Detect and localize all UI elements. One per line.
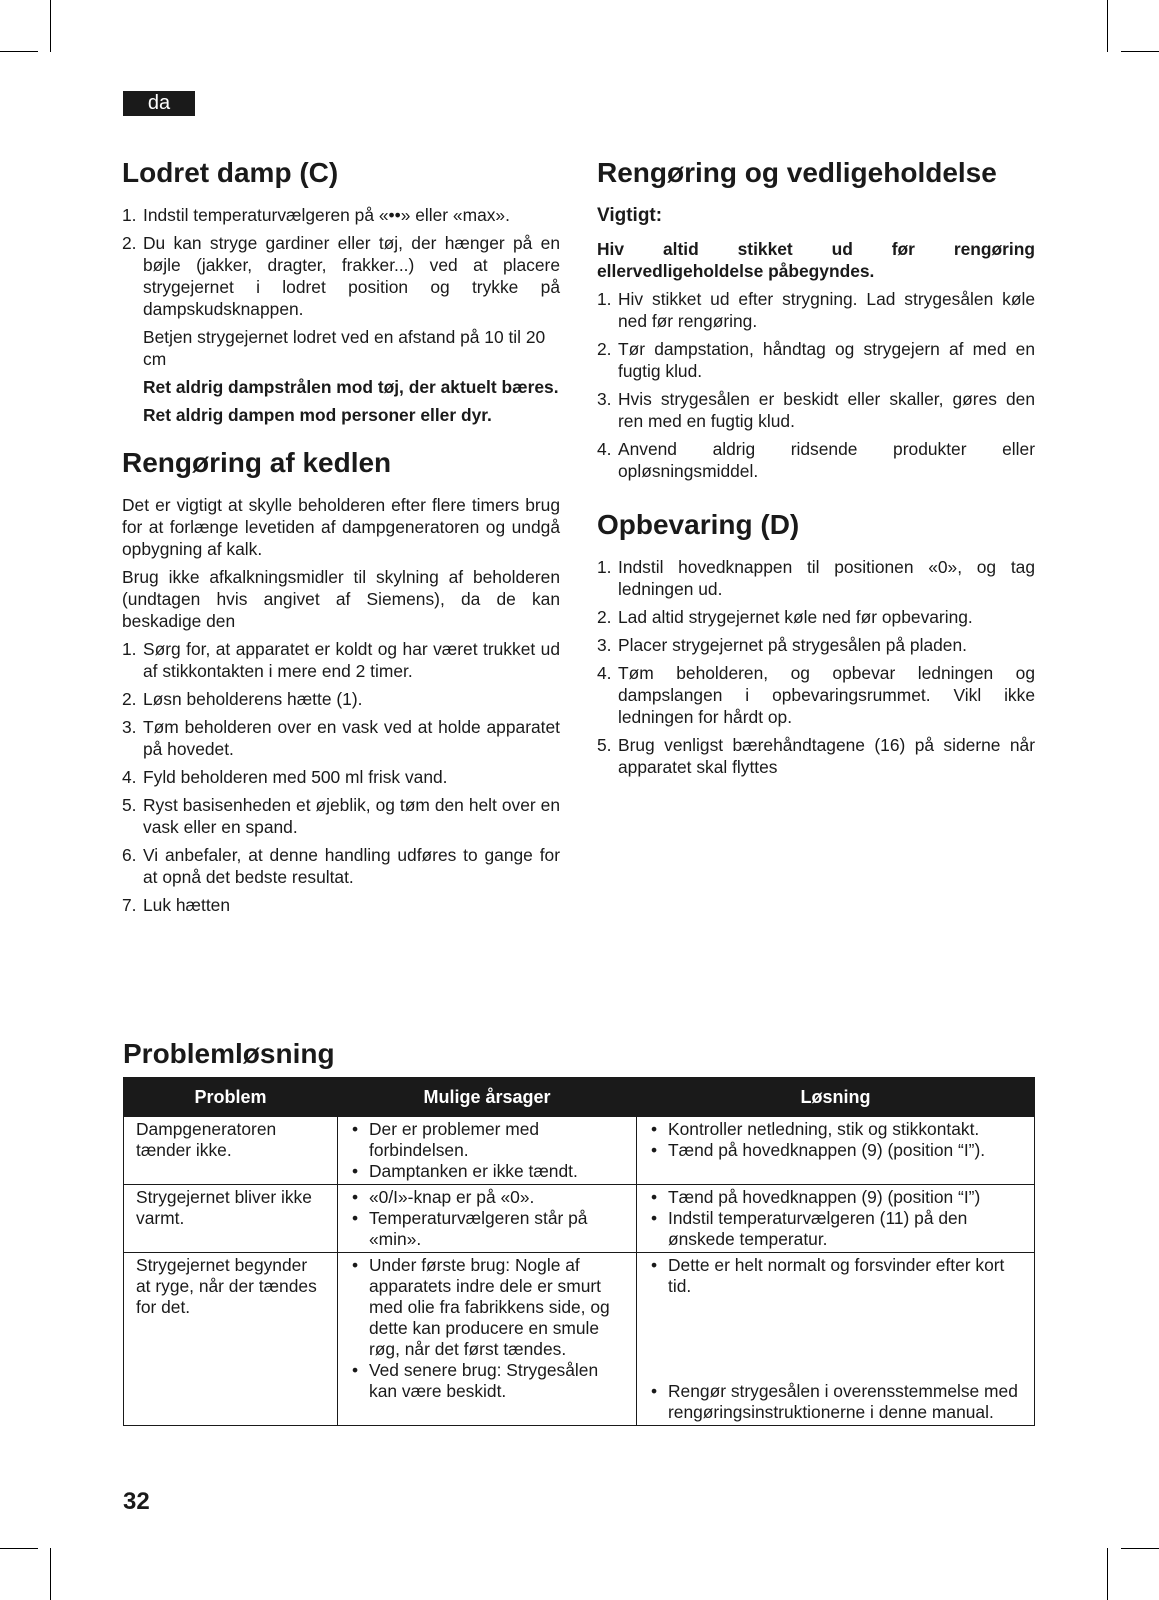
list-item: 3. Hvis strygesålen er beskidt eller skaller, gøres den ren med en fugtig klud. — [597, 389, 1035, 431]
page-number: 32 — [123, 1488, 150, 1515]
crop-mark — [50, 0, 51, 52]
solution-item: • Tænd på hovedknappen (9) (position “I”) — [649, 1187, 1022, 1208]
section-title: Opbevaring (D) — [597, 509, 800, 540]
section-title: Rengøring af kedlen — [122, 447, 392, 478]
list-item: 4. Fyld beholderen med 500 ml frisk vand. — [122, 767, 448, 787]
language-tab: da — [123, 91, 195, 116]
column-header: Mulige årsager — [338, 1078, 637, 1117]
crop-mark — [0, 51, 38, 52]
warning-text: Ret aldrig dampen mod personer eller dyr. — [143, 405, 492, 425]
warning-text: Ret aldrig dampstrålen mod tøj, der aktuelt bæres. — [143, 377, 559, 397]
table-row — [124, 1253, 1035, 1426]
cause-item: • Under første brug: Nogle af apparatets indre dele er smurt med olie fra fabrikkens side, og dette kan producere en smule røg, når det først tændes. — [350, 1255, 624, 1360]
section-title: Rengøring og vedligeholdelse — [597, 157, 997, 188]
solution-item: • Kontroller netledning, stik og stikkontakt. — [649, 1119, 1022, 1140]
troubleshooting-table — [123, 1077, 1035, 1426]
list-item: 2. Tør dampstation, håndtag og strygejern af med en fugtig klud. — [597, 339, 1035, 381]
table-row — [124, 1185, 1035, 1253]
crop-mark — [1107, 1548, 1108, 1600]
table-title: Problemløsning — [123, 1038, 335, 1069]
column-header: Problem — [124, 1078, 338, 1117]
solution-item: • Tænd på hovedknappen (9) (position “I”). — [649, 1140, 1022, 1161]
problem-cell: Strygejernet begynder at ryge, når der tændes for det. — [124, 1253, 338, 1426]
cause-item: • Der er problemer med forbindelsen. — [350, 1119, 624, 1161]
causes-cell — [338, 1185, 637, 1253]
warning-text: Hiv altid stikket ud før rengøring ellervedligeholdelse påbegyndes. — [597, 239, 1035, 281]
cause-item: • Temperaturvælgeren står på «min». — [350, 1208, 624, 1250]
list-item: 4. Anvend aldrig ridsende produkter eller opløsningsmiddel. — [597, 439, 1035, 481]
crop-mark — [50, 1548, 51, 1600]
list-item: 1. Sørg for, at apparatet er koldt og har været trukket ud af stikkontakten i mere end 2 timer. — [122, 639, 560, 681]
paragraph: Betjen strygejernet lodret ved en afstand på 10 til 20 cm — [143, 327, 546, 369]
solution-item: • Dette er helt normalt og forsvinder efter kort tid. — [649, 1255, 1022, 1297]
list-item: 1. Indstil hovedknappen til positionen «0», og tag ledningen ud. — [597, 557, 1035, 599]
solution-item: • Rengør strygesålen i overensstemmelse med rengøringsinstruktionerne i denne manual. — [649, 1381, 1022, 1423]
list-item: 4. Tøm beholderen, og opbevar ledningen og dampslangen i opbevaringsrummet. Vikl ikke ledningen for hårdt op. — [597, 663, 1035, 727]
section-title: Lodret damp (C) — [122, 157, 339, 188]
steps-list — [597, 556, 1035, 778]
list-item: 2. Lad altid strygejernet køle ned før opbevaring. — [597, 607, 973, 627]
steps-list — [597, 288, 1035, 482]
causes-cell — [338, 1117, 637, 1185]
solution-cell — [637, 1185, 1035, 1253]
cause-item: • «0/I»-knap er på «0». — [350, 1187, 624, 1208]
paragraph: Brug ikke afkalkningsmidler til skylning af beholderen (undtagen hvis angivet af Siemens), da de kan beskadige den — [122, 567, 560, 631]
crop-mark — [1121, 51, 1159, 52]
solution-item: • Indstil temperaturvælgeren (11) på den ønskede temperatur. — [649, 1208, 1022, 1250]
table-header-row — [124, 1078, 1035, 1117]
cause-item: • Damptanken er ikke tændt. — [350, 1161, 624, 1182]
list-item: 5. Ryst basisenheden et øjeblik, og tøm den helt over en vask eller en spand. — [122, 795, 560, 837]
list-item: 7. Luk hætten — [122, 895, 231, 915]
causes-cell — [338, 1253, 637, 1426]
table-row — [124, 1117, 1035, 1185]
list-item: 1. Hiv stikket ud efter strygning. Lad strygesålen køle ned før rengøring. — [597, 289, 1035, 331]
solution-cell — [637, 1117, 1035, 1185]
problem-cell: Dampgeneratoren tænder ikke. — [124, 1117, 338, 1185]
list-item: 6. Vi anbefaler, at denne handling udføres to gange for at opnå det bedste resultat. — [122, 845, 560, 887]
crop-mark — [0, 1548, 38, 1549]
list-item: 2. Du kan stryge gardiner eller tøj, der hænger på en bøjle (jakker, dragter, frakker...) ved at placere strygejernet i lodret position og trykke på dampskudsknappen. — [122, 233, 560, 319]
right-column — [597, 156, 1035, 784]
list-item: 3. Placer strygejernet på strygesålen på pladen. — [597, 635, 967, 655]
paragraph: Det er vigtigt at skylle beholderen efter flere timers brug for at forlænge levetiden af dampgeneratoren og undgå opbygning af kalk. — [122, 495, 560, 559]
cause-item: • Ved senere brug: Strygesålen kan være beskidt. — [350, 1360, 624, 1402]
steps-list — [122, 638, 560, 916]
list-item: 3. Tøm beholderen over en vask ved at holde apparatet på hovedet. — [122, 717, 560, 759]
solution-cell — [637, 1253, 1035, 1426]
crop-mark — [1121, 1548, 1159, 1549]
problem-cell: Strygejernet bliver ikke varmt. — [124, 1185, 338, 1253]
left-column — [122, 156, 560, 922]
steps-list — [122, 204, 560, 320]
list-item: 1. Indstil temperaturvælgeren på «••» eller «max». — [122, 205, 510, 225]
section-subtitle: Vigtigt: — [597, 205, 663, 226]
list-item: 2. Løsn beholderens hætte (1). — [122, 689, 363, 709]
crop-mark — [1107, 0, 1108, 52]
column-header: Løsning — [637, 1078, 1035, 1117]
list-item: 5. Brug venligst bærehåndtagene (16) på siderne når apparatet skal flyttes — [597, 735, 1035, 777]
